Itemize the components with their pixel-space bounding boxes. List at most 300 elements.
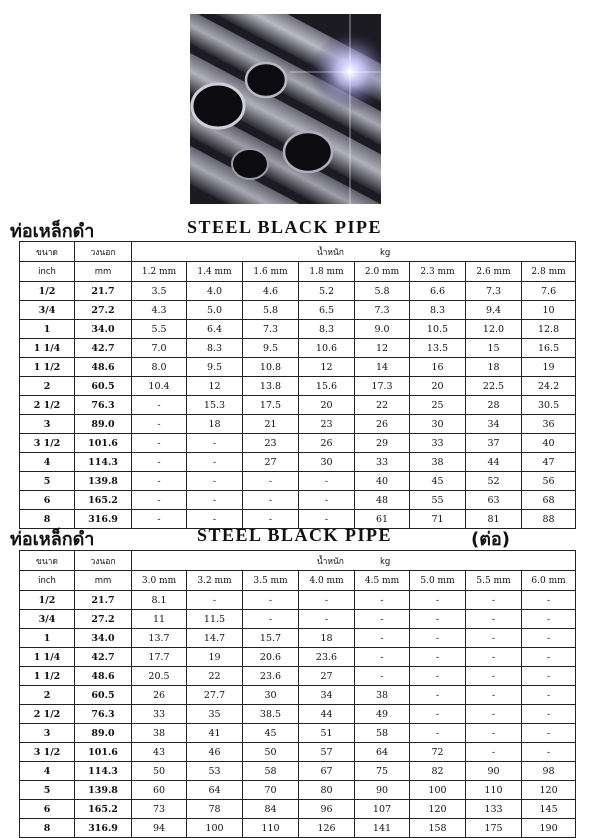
weight-cell: 26 xyxy=(355,415,410,434)
outer-diameter-cell: 42.7 xyxy=(75,339,132,358)
pipe-size-cell: 5 xyxy=(20,781,75,800)
weight-cell: 28 xyxy=(466,396,522,415)
table-row xyxy=(20,282,576,301)
weight-cell: 27.7 xyxy=(187,686,243,705)
outer-diameter-cell: 114.3 xyxy=(75,762,132,781)
weight-cell: 48 xyxy=(355,491,410,510)
weight-cell: 13.7 xyxy=(132,629,187,648)
weight-cell: - xyxy=(410,686,466,705)
weight-cell: 5.2 xyxy=(299,282,355,301)
weight-cell: 68 xyxy=(522,491,576,510)
wall-thickness-header: 6.0 mm xyxy=(522,571,576,591)
steel-pipe-table-1 xyxy=(19,241,576,529)
weight-cell: 23.6 xyxy=(299,648,355,667)
weight-cell: 13.8 xyxy=(243,377,299,396)
weight-cell: 175 xyxy=(466,819,522,838)
section-2-title-english: STEEL BLACK PIPE xyxy=(197,525,393,545)
weight-cell: 22.5 xyxy=(466,377,522,396)
weight-label: น้ำหนัก xyxy=(316,556,344,567)
weight-cell: - xyxy=(132,472,187,491)
wall-thickness-header: 2.6 mm xyxy=(466,262,522,282)
weight-cell: 9.0 xyxy=(355,320,410,339)
table-row xyxy=(20,724,576,743)
section-2-heading xyxy=(0,524,595,550)
weight-cell: 14.7 xyxy=(187,629,243,648)
outer-diameter-cell: 165.2 xyxy=(75,800,132,819)
weight-cell: - xyxy=(410,648,466,667)
steel-pipes-photo xyxy=(190,14,381,204)
weight-cell: - xyxy=(522,629,576,648)
weight-cell: 18 xyxy=(299,629,355,648)
weight-unit: kg xyxy=(379,247,391,258)
weight-cell: 58 xyxy=(355,724,410,743)
weight-cell: - xyxy=(466,743,522,762)
pipe-size-cell: 2 xyxy=(20,377,75,396)
weight-cell: 18 xyxy=(187,415,243,434)
weight-cell: - xyxy=(187,472,243,491)
weight-cell: 15 xyxy=(466,339,522,358)
outer-diameter-cell: 42.7 xyxy=(75,648,132,667)
weight-cell: 4.6 xyxy=(243,282,299,301)
size-unit: inch xyxy=(20,262,75,282)
weight-cell: - xyxy=(410,724,466,743)
weight-cell: - xyxy=(466,705,522,724)
weight-cell: 81 xyxy=(466,510,522,529)
weight-cell: - xyxy=(355,591,410,610)
weight-cell: 19 xyxy=(187,648,243,667)
pipe-size-cell: 6 xyxy=(20,800,75,819)
weight-cell: - xyxy=(243,591,299,610)
weight-cell: 38.5 xyxy=(243,705,299,724)
weight-cell: 5.8 xyxy=(243,301,299,320)
weight-cell: - xyxy=(466,610,522,629)
weight-cell: 10 xyxy=(522,301,576,320)
outer-diameter-cell: 89.0 xyxy=(75,724,132,743)
pipe-size-cell: 6 xyxy=(20,491,75,510)
weight-cell: 22 xyxy=(355,396,410,415)
weight-cell: 67 xyxy=(299,762,355,781)
table-row xyxy=(20,453,576,472)
weight-cell: 33 xyxy=(355,453,410,472)
table-row xyxy=(20,415,576,434)
weight-cell: - xyxy=(522,667,576,686)
weight-cell: - xyxy=(187,453,243,472)
weight-unit: kg xyxy=(379,556,391,567)
weight-cell: 50 xyxy=(132,762,187,781)
weight-cell: 82 xyxy=(410,762,466,781)
outer-diameter-cell: 34.0 xyxy=(75,629,132,648)
table-row xyxy=(20,800,576,819)
weight-cell: - xyxy=(299,491,355,510)
weight-cell: - xyxy=(355,667,410,686)
weight-cell: 34 xyxy=(466,415,522,434)
table-row xyxy=(20,320,576,339)
weight-cell: 22 xyxy=(187,667,243,686)
table-row xyxy=(20,301,576,320)
weight-cell: 12 xyxy=(187,377,243,396)
section-1-heading xyxy=(0,216,595,242)
weight-cell: - xyxy=(132,491,187,510)
weight-cell: 7.3 xyxy=(243,320,299,339)
weight-cell: 13.5 xyxy=(410,339,466,358)
weight-cell: 100 xyxy=(187,819,243,838)
wall-thickness-header: 4.5 mm xyxy=(355,571,410,591)
weight-cell: 5.8 xyxy=(355,282,410,301)
continued-label: (ต่อ) xyxy=(471,529,510,550)
weight-cell: 20.5 xyxy=(132,667,187,686)
weight-header xyxy=(132,551,576,571)
weight-cell: 23.6 xyxy=(243,667,299,686)
weight-cell: 36 xyxy=(522,415,576,434)
section-2-title-thai: ท่อเหล็กดำ xyxy=(10,529,95,550)
wall-thickness-header: 4.0 mm xyxy=(299,571,355,591)
weight-cell: 10.5 xyxy=(410,320,466,339)
weight-cell: 10.8 xyxy=(243,358,299,377)
table-row xyxy=(20,610,576,629)
weight-cell: - xyxy=(466,724,522,743)
weight-cell: - xyxy=(355,610,410,629)
wall-thickness-header: 5.5 mm xyxy=(466,571,522,591)
weight-cell: 63 xyxy=(466,491,522,510)
weight-cell: 30.5 xyxy=(522,396,576,415)
weight-cell: 133 xyxy=(466,800,522,819)
wall-thickness-header: 1.4 mm xyxy=(187,262,243,282)
table-row xyxy=(20,686,576,705)
table-row xyxy=(20,434,576,453)
outer-diameter-unit: mm xyxy=(75,262,132,282)
outer-diameter-cell: 101.6 xyxy=(75,743,132,762)
table-row xyxy=(20,358,576,377)
weight-cell: 11.5 xyxy=(187,610,243,629)
weight-cell: 8.3 xyxy=(187,339,243,358)
outer-diameter-cell: 60.5 xyxy=(75,377,132,396)
pipe-size-cell: 1 xyxy=(20,320,75,339)
weight-cell: - xyxy=(410,705,466,724)
wall-thickness-header: 3.5 mm xyxy=(243,571,299,591)
weight-cell: 158 xyxy=(410,819,466,838)
weight-cell: 70 xyxy=(243,781,299,800)
outer-diameter-header: วงนอก xyxy=(75,242,132,262)
weight-cell: 38 xyxy=(410,453,466,472)
weight-cell: - xyxy=(355,629,410,648)
weight-cell: 6.4 xyxy=(187,320,243,339)
section-1-title-thai: ท่อเหล็กดำ xyxy=(10,221,95,242)
pipe-size-cell: 4 xyxy=(20,453,75,472)
pipe-size-cell: 4 xyxy=(20,762,75,781)
weight-cell: 141 xyxy=(355,819,410,838)
outer-diameter-cell: 316.9 xyxy=(75,510,132,529)
weight-cell: 10.4 xyxy=(132,377,187,396)
outer-diameter-cell: 34.0 xyxy=(75,320,132,339)
weight-cell: 51 xyxy=(299,724,355,743)
weight-cell: - xyxy=(132,396,187,415)
table-row xyxy=(20,396,576,415)
weight-cell: 55 xyxy=(410,491,466,510)
weight-cell: 40 xyxy=(522,434,576,453)
weight-cell: 8.3 xyxy=(299,320,355,339)
weight-cell: 94 xyxy=(132,819,187,838)
weight-cell: 56 xyxy=(522,472,576,491)
outer-diameter-cell: 27.2 xyxy=(75,610,132,629)
weight-cell: 18 xyxy=(466,358,522,377)
table-row xyxy=(20,648,576,667)
table-row xyxy=(20,472,576,491)
weight-cell: - xyxy=(132,415,187,434)
wall-thickness-header: 5.0 mm xyxy=(410,571,466,591)
table-body xyxy=(20,282,576,529)
weight-cell: - xyxy=(522,686,576,705)
table-row xyxy=(20,377,576,396)
outer-diameter-cell: 139.8 xyxy=(75,472,132,491)
outer-diameter-cell: 76.3 xyxy=(75,396,132,415)
weight-cell: - xyxy=(243,491,299,510)
weight-cell: 29 xyxy=(355,434,410,453)
weight-cell: 75 xyxy=(355,762,410,781)
steel-pipe-table-2 xyxy=(19,550,576,838)
outer-diameter-cell: 21.7 xyxy=(75,591,132,610)
weight-cell: 60 xyxy=(132,781,187,800)
weight-cell: 12 xyxy=(299,358,355,377)
weight-cell: 27 xyxy=(299,667,355,686)
weight-cell: 24.2 xyxy=(522,377,576,396)
outer-diameter-cell: 165.2 xyxy=(75,491,132,510)
weight-cell: 17.7 xyxy=(132,648,187,667)
weight-cell: 35 xyxy=(187,705,243,724)
weight-cell: 45 xyxy=(410,472,466,491)
wall-thickness-header: 2.0 mm xyxy=(355,262,410,282)
size-unit: inch xyxy=(20,571,75,591)
weight-cell: 26 xyxy=(132,686,187,705)
weight-cell: 20.6 xyxy=(243,648,299,667)
weight-cell: 120 xyxy=(410,800,466,819)
weight-cell: 57 xyxy=(299,743,355,762)
weight-cell: 34 xyxy=(299,686,355,705)
weight-cell: 12.8 xyxy=(522,320,576,339)
weight-cell: 9.5 xyxy=(187,358,243,377)
weight-cell: 20 xyxy=(410,377,466,396)
weight-cell: 15.7 xyxy=(243,629,299,648)
weight-cell: - xyxy=(243,610,299,629)
weight-cell: 16 xyxy=(410,358,466,377)
weight-cell: 16.5 xyxy=(522,339,576,358)
weight-cell: 7.3 xyxy=(466,282,522,301)
outer-diameter-cell: 48.6 xyxy=(75,667,132,686)
weight-cell: 27 xyxy=(243,453,299,472)
weight-cell: 80 xyxy=(299,781,355,800)
weight-cell: 145 xyxy=(522,800,576,819)
weight-cell: 21 xyxy=(243,415,299,434)
weight-cell: - xyxy=(522,743,576,762)
weight-cell: 9.5 xyxy=(243,339,299,358)
weight-cell: 20 xyxy=(299,396,355,415)
weight-cell: 15.6 xyxy=(299,377,355,396)
pipe-size-cell: 3/4 xyxy=(20,301,75,320)
weight-cell: - xyxy=(522,648,576,667)
weight-cell: 98 xyxy=(522,762,576,781)
table-row xyxy=(20,667,576,686)
weight-cell: 64 xyxy=(187,781,243,800)
weight-cell: 72 xyxy=(410,743,466,762)
weight-cell: - xyxy=(299,472,355,491)
weight-cell: 4.3 xyxy=(132,301,187,320)
outer-diameter-cell: 48.6 xyxy=(75,358,132,377)
pipe-size-cell: 1/2 xyxy=(20,591,75,610)
weight-cell: 71 xyxy=(410,510,466,529)
weight-cell: 33 xyxy=(132,705,187,724)
weight-cell: 25 xyxy=(410,396,466,415)
weight-cell: 45 xyxy=(243,724,299,743)
wall-thickness-header: 3.0 mm xyxy=(132,571,187,591)
table-row xyxy=(20,339,576,358)
weight-cell: 5.5 xyxy=(132,320,187,339)
weight-cell: 15.3 xyxy=(187,396,243,415)
weight-cell: 126 xyxy=(299,819,355,838)
weight-cell: - xyxy=(410,667,466,686)
weight-cell: 110 xyxy=(466,781,522,800)
weight-cell: - xyxy=(243,472,299,491)
weight-cell: 190 xyxy=(522,819,576,838)
pipe-size-cell: 1 1/4 xyxy=(20,648,75,667)
weight-cell: 47 xyxy=(522,453,576,472)
wall-thickness-header: 1.6 mm xyxy=(243,262,299,282)
wall-thickness-header: 2.8 mm xyxy=(522,262,576,282)
weight-cell: 17.3 xyxy=(355,377,410,396)
weight-cell: 41 xyxy=(187,724,243,743)
outer-diameter-cell: 89.0 xyxy=(75,415,132,434)
pipe-size-cell: 3 xyxy=(20,724,75,743)
weight-cell: - xyxy=(132,434,187,453)
weight-cell: - xyxy=(410,629,466,648)
weight-cell: 40 xyxy=(355,472,410,491)
section-1-title-english: STEEL BLACK PIPE xyxy=(187,217,383,237)
weight-cell: - xyxy=(187,434,243,453)
weight-cell: - xyxy=(187,591,243,610)
steel-pipes-image xyxy=(190,14,381,204)
outer-diameter-header: วงนอก xyxy=(75,551,132,571)
weight-cell: - xyxy=(410,610,466,629)
weight-cell: - xyxy=(187,491,243,510)
weight-cell: 6.6 xyxy=(410,282,466,301)
table-row xyxy=(20,491,576,510)
weight-cell: 3.5 xyxy=(132,282,187,301)
weight-cell: 23 xyxy=(299,415,355,434)
weight-cell: 4.0 xyxy=(187,282,243,301)
weight-cell: 88 xyxy=(522,510,576,529)
table-row xyxy=(20,629,576,648)
pipe-size-cell: 3 1/2 xyxy=(20,743,75,762)
weight-cell: 61 xyxy=(355,510,410,529)
weight-cell: - xyxy=(132,453,187,472)
weight-cell: 26 xyxy=(299,434,355,453)
wall-thickness-header: 3.2 mm xyxy=(187,571,243,591)
outer-diameter-cell: 21.7 xyxy=(75,282,132,301)
weight-cell: 49 xyxy=(355,705,410,724)
weight-cell: 5.0 xyxy=(187,301,243,320)
weight-cell: 19 xyxy=(522,358,576,377)
pipe-size-cell: 2 1/2 xyxy=(20,396,75,415)
weight-header xyxy=(132,242,576,262)
table-row xyxy=(20,819,576,838)
weight-cell: 23 xyxy=(243,434,299,453)
weight-cell: - xyxy=(132,510,187,529)
weight-cell: 8.3 xyxy=(410,301,466,320)
weight-cell: - xyxy=(522,705,576,724)
outer-diameter-cell: 101.6 xyxy=(75,434,132,453)
pipe-size-cell: 8 xyxy=(20,510,75,529)
table-body xyxy=(20,591,576,838)
pipe-size-cell: 3 xyxy=(20,415,75,434)
weight-cell: 44 xyxy=(466,453,522,472)
weight-cell: - xyxy=(299,591,355,610)
weight-cell: - xyxy=(299,510,355,529)
weight-cell: 11 xyxy=(132,610,187,629)
weight-cell: 7.6 xyxy=(522,282,576,301)
wall-thickness-header: 1.2 mm xyxy=(132,262,187,282)
outer-diameter-cell: 27.2 xyxy=(75,301,132,320)
weight-cell: - xyxy=(410,591,466,610)
weight-cell: 12 xyxy=(355,339,410,358)
weight-cell: - xyxy=(466,667,522,686)
weight-cell: 17.5 xyxy=(243,396,299,415)
weight-cell: 9.4 xyxy=(466,301,522,320)
outer-diameter-cell: 139.8 xyxy=(75,781,132,800)
weight-cell: 30 xyxy=(243,686,299,705)
pipe-size-cell: 1 1/4 xyxy=(20,339,75,358)
weight-cell: - xyxy=(187,510,243,529)
outer-diameter-cell: 76.3 xyxy=(75,705,132,724)
weight-cell: 96 xyxy=(299,800,355,819)
weight-cell: 30 xyxy=(410,415,466,434)
weight-cell: - xyxy=(466,591,522,610)
weight-cell: 110 xyxy=(243,819,299,838)
weight-cell: 90 xyxy=(466,762,522,781)
weight-cell: 8.1 xyxy=(132,591,187,610)
weight-cell: - xyxy=(522,724,576,743)
weight-cell: 84 xyxy=(243,800,299,819)
wall-thickness-header: 1.8 mm xyxy=(299,262,355,282)
weight-label: น้ำหนัก xyxy=(316,247,344,258)
weight-cell: 8.0 xyxy=(132,358,187,377)
weight-cell: - xyxy=(522,610,576,629)
weight-cell: 44 xyxy=(299,705,355,724)
pipe-size-cell: 1 1/2 xyxy=(20,667,75,686)
weight-cell: 90 xyxy=(355,781,410,800)
outer-diameter-cell: 316.9 xyxy=(75,819,132,838)
size-header: ขนาด xyxy=(20,242,75,262)
weight-cell: 46 xyxy=(187,743,243,762)
weight-cell: - xyxy=(522,591,576,610)
pipe-size-cell: 2 xyxy=(20,686,75,705)
weight-cell: 50 xyxy=(243,743,299,762)
weight-cell: 120 xyxy=(522,781,576,800)
weight-cell: - xyxy=(243,510,299,529)
weight-cell: 37 xyxy=(466,434,522,453)
weight-cell: - xyxy=(355,648,410,667)
pipe-size-cell: 1/2 xyxy=(20,282,75,301)
wall-thickness-header: 2.3 mm xyxy=(410,262,466,282)
weight-cell: - xyxy=(466,629,522,648)
table-row xyxy=(20,781,576,800)
weight-cell: 107 xyxy=(355,800,410,819)
weight-cell: 7.0 xyxy=(132,339,187,358)
pipe-size-cell: 8 xyxy=(20,819,75,838)
weight-cell: 58 xyxy=(243,762,299,781)
weight-cell: 78 xyxy=(187,800,243,819)
pipe-size-cell: 2 1/2 xyxy=(20,705,75,724)
weight-cell: 38 xyxy=(355,686,410,705)
weight-cell: - xyxy=(299,610,355,629)
table-row xyxy=(20,705,576,724)
